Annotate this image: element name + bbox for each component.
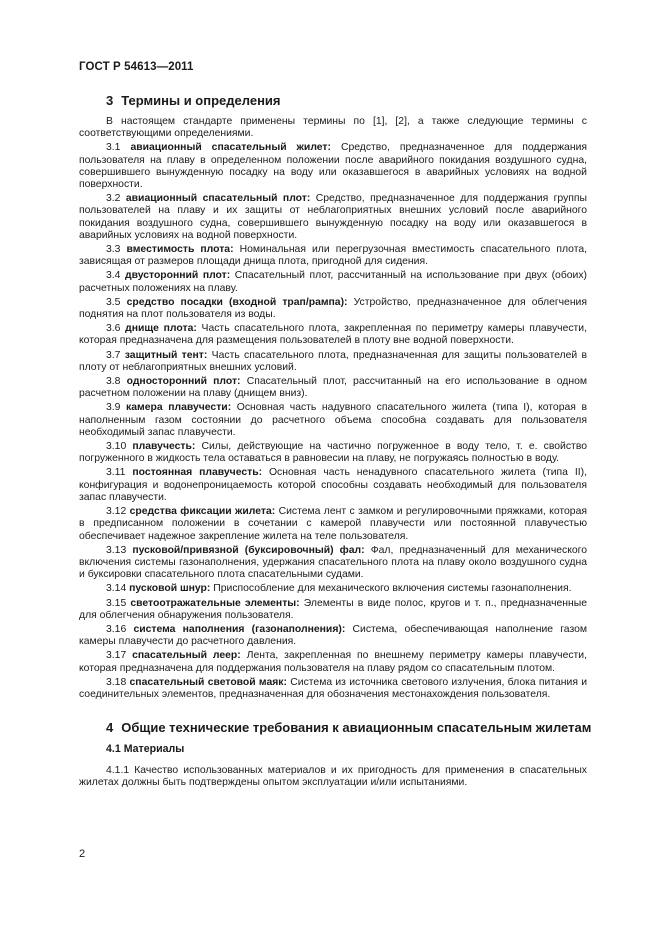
subsection-4-1-title-text: Материалы [123, 743, 185, 756]
term-name: средство посадки (входной трап/рампа): [126, 296, 348, 308]
standard-header: ГОСТ Р 54613—2011 [79, 61, 194, 73]
term-text: Основная часть ненадувного спасательного жилета (типа II), конфигурация и водонепроницаемость которой способны создавать необходимый для пользователя запас плавучести. [79, 467, 587, 503]
term-number: 3.3 [106, 244, 121, 256]
term-number: 3.1 [106, 142, 121, 154]
term-text: Система из источника светового излучения, блока питания и соединительных элементов, предназначенная для обозначения местонахождения пользователя. [79, 676, 588, 700]
term-name: средства фиксации жилета: [129, 506, 276, 518]
term-definition [79, 193, 587, 242]
term-number: 3.8 [106, 376, 121, 388]
section-4-number: 4 [106, 720, 114, 736]
term-definition [79, 598, 587, 622]
term-text: Номинальная или перегрузочная вместимость спасательного плота, зависящая от размеров площади днища плота, пригодной для сидения. [79, 244, 587, 268]
term-name: камера плавучести: [126, 402, 232, 414]
term-definition [79, 244, 587, 268]
term-number: 3.7 [106, 349, 121, 361]
term-number: 3.17 [106, 650, 127, 662]
term-name: система наполнения (газонаполнения): [133, 623, 346, 635]
term-text: Фал, предназначенный для механического включения системы газонаполнения, удержания спасательного плота на плаву около воздушного судна и буксировки спасательного плота спасательными судами. [79, 544, 588, 581]
term-text: Лента, закрепленная по внешнему периметру камеры плавучести, которая предназначена для поддержания пользователя на плаву рядом со спасательным плотом. [79, 650, 587, 674]
term-text: Устройство, предназначенное для облегчения поднятия на плот пользователя из воды. [79, 296, 587, 321]
term-number: 3.6 [106, 323, 121, 335]
term-text: Силы, действующие на частично погруженное в воду тело, т. е. свойство погруженного в жидкость тела оставаться в равновесии на плаву, не погружаясь полностью в воду. [79, 441, 587, 465]
term-number: 3.12 [106, 506, 127, 518]
term-definition [79, 624, 587, 648]
term-name: односторонний плот: [126, 376, 241, 388]
term-name: двусторонний плот: [124, 270, 231, 282]
term-definition [79, 650, 587, 674]
paragraph-4-1-1 [79, 765, 587, 789]
term-name: спасательный леер: [132, 650, 241, 662]
page-content [79, 92, 592, 792]
term-definition [79, 545, 587, 582]
term-text: Средство, предназначенное для поддержания пользователя на плаву в определенном положении после аварийного покидания воздушного судна, совершившего вынужденную посадку на воду или оказавшегося в аварийных условиях на водной поверхности. [79, 142, 587, 191]
term-definition [79, 506, 587, 543]
subsection-4-1-title [106, 743, 587, 756]
section-3-title-text: Термины и определения [121, 93, 281, 108]
term-definition [79, 376, 587, 400]
term-definition [79, 297, 587, 321]
section-3-intro: В настоящем стандарте применены термины по [1], [2], а также следующие термины с соответствующими определениями. [79, 116, 587, 140]
term-name: постоянная плавучесть: [132, 467, 263, 479]
term-text: Спасательный плот, рассчитанный на его использование в одном расчетном положении на плаву (днищем вниз). [79, 376, 588, 400]
term-number: 3.18 [106, 676, 127, 688]
term-number: 3.14 [106, 583, 127, 595]
term-text: Система лент с замком и регулировочными пряжками, которая в предписанном положении в сочетании с камерой плавучести или постоянной плавучестью обеспечивает надежное закрепление жилета на теле пользователя. [79, 506, 587, 542]
term-name: пусковой/привязной (буксировочный) фал: [132, 544, 365, 556]
term-text: Часть спасательного плота, закрепленная по периметру камеры плавучести, которая предназначена для размещения пользователей в плоту вне водной поверхности. [79, 323, 587, 347]
page-number: 2 [79, 848, 86, 860]
term-number: 3.10 [106, 441, 127, 453]
term-text: Элементы в виде полос, кругов и т. п., предназначенные для облегчения обнаружения пользователя. [79, 597, 588, 621]
term-number: 3.9 [106, 402, 121, 414]
term-definition [79, 583, 587, 595]
term-definition [79, 323, 587, 347]
term-name: пусковой шнур: [129, 583, 211, 595]
term-number: 3.4 [106, 270, 121, 282]
term-text: Средство, предназначенное для поддержания группы пользователей на плаву и их защиты от неблагоприятных внешних условий после аварийного покидания воздушного судна, совершившего вынужденную посадку на воду или оказавшегося в аварийных условиях на водной поверхности. [79, 193, 587, 241]
term-text: Приспособление для механического включения системы газонаполнения. [213, 583, 572, 595]
section-3-title [106, 92, 587, 110]
term-number: 3.11 [106, 467, 126, 479]
term-definition [79, 402, 587, 439]
term-definition [79, 677, 587, 701]
term-text: Система, обеспечивающая наполнение газом камеры плавучести до расчетного давления. [79, 623, 588, 648]
term-name: авиационный спасательный жилет: [130, 142, 331, 154]
paragraph-4-1-1-number: 4.1.1 [106, 765, 130, 777]
term-text: Основная часть надувного спасательного жилета (типа I), которая в наполненным газом состоянии до расчетного объема способна создавать для пользователя необходимый запас плавучести. [79, 402, 588, 438]
term-name: светоотражательные элементы: [130, 597, 300, 609]
term-number: 3.5 [106, 296, 121, 308]
term-number: 3.15 [106, 597, 127, 609]
term-name: спасательный световой маяк: [129, 676, 287, 688]
section-4-title [106, 719, 592, 737]
term-definition [79, 467, 587, 504]
term-text: Часть спасательного плота, предназначенная для защиты пользователей в плоту от неблагоприятных внешних условий. [79, 349, 587, 373]
term-name: авиационный спасательный плот: [125, 193, 311, 205]
terms-list [79, 142, 587, 701]
subsection-4-1-number: 4.1 [106, 743, 121, 756]
term-text: Спасательный плот, рассчитанный на использование при двух (обоих) расчетных положениях на плаву. [79, 270, 588, 294]
term-number: 3.13 [106, 544, 127, 556]
term-definition [79, 270, 587, 294]
section-4-title-text: Общие технические требования к авиационным спасательным жилетам [121, 720, 592, 736]
section-3-number: 3 [106, 93, 114, 108]
term-name: защитный тент: [124, 349, 208, 361]
term-definition [79, 350, 587, 374]
paragraph-4-1-1-text: Качество использованных материалов и их пригодность для применения в спасательных жилетах должны быть подтверждены опытом эксплуатации и/или испытаниями. [79, 765, 588, 789]
term-name: днище плота: [125, 323, 197, 335]
term-number: 3.16 [106, 623, 127, 635]
term-name: вместимость плота: [126, 244, 234, 256]
term-definition [79, 441, 587, 465]
term-name: плавучесть: [132, 441, 196, 453]
term-number: 3.2 [106, 193, 121, 205]
term-definition [79, 142, 587, 191]
